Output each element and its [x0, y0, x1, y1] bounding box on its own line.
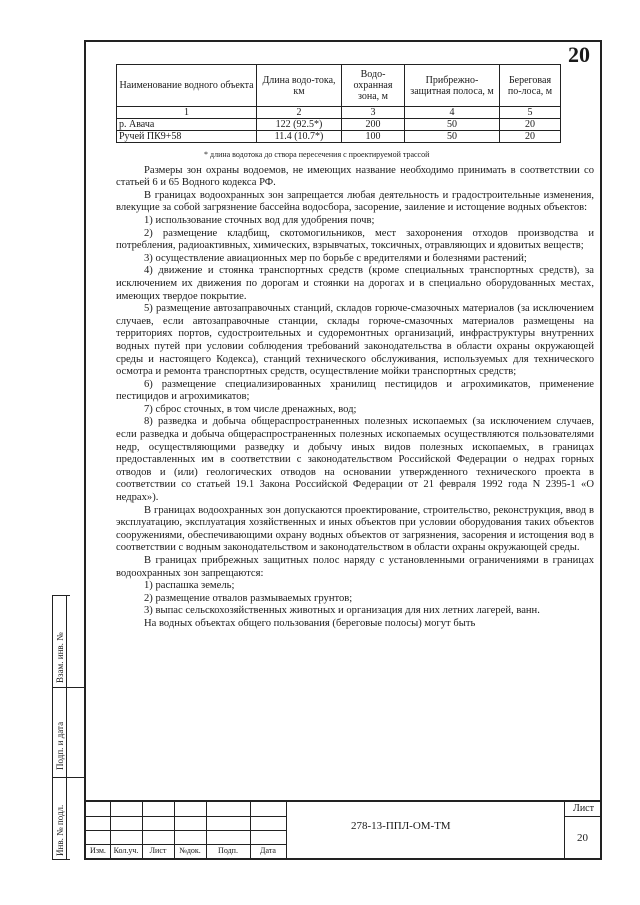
title-block — [86, 800, 602, 858]
table-header-row — [117, 65, 561, 107]
table-header-cell: Береговая по-лоса, м — [500, 65, 561, 107]
stamp-col-label: Лист — [149, 846, 167, 855]
sheet-label: Лист — [573, 803, 594, 814]
sheet-number: 20 — [577, 832, 588, 844]
water-objects-table — [116, 64, 561, 143]
table-index-row — [117, 107, 561, 119]
table-cell: Ручей ПК9+58 — [117, 131, 257, 143]
table-row — [117, 131, 561, 143]
list-item: 1) распашка земель; — [144, 580, 235, 592]
list-item: 3) осуществление авиационных мер по борьбе с вредителями и болезнями растений; — [144, 252, 527, 264]
page-frame — [84, 40, 602, 860]
stamp-col-label: Кол.уч. — [113, 846, 139, 855]
table-cell: 200 — [342, 119, 405, 131]
list-item: 2) размещение кладбищ, скотомогильников, мест захоронения отходов производства и потребления, радиоактивных, химических, взрывчатых, токсичных, отравляющих и ядовитых веществ; — [116, 227, 594, 252]
stamp-col-label: Подп. — [218, 846, 238, 855]
paragraph: В границах водоохранных зон допускаются проектирование, строительство, реконструкция, ввод в эксплуатацию, эксплуатация хозяйственных и иных объектов при условии оборудования таких объектов сооружениями, обеспечивающими охрану водных объектов от загрязнения, засорения и истощения вод в соответствии с водным законодательством и законодательством в области охраны окружающей среды. — [116, 504, 594, 554]
document-body — [116, 64, 594, 631]
table-row — [117, 119, 561, 131]
list-item: 4) движение и стоянка транспортных средств (кроме специальных транспортных средств), за исключением их движения по дорогам и стоянки на дорогах и в специально оборудованных местах, имеющих твердое покрытие. — [116, 265, 594, 302]
table-cell: 20 — [500, 119, 561, 131]
document-code: 278-13-ППЛ-ОМ-ТМ — [351, 820, 451, 832]
table-cell: 3 — [342, 107, 405, 119]
table-cell: 2 — [257, 107, 342, 119]
table-cell: 122 (92.5*) — [257, 119, 342, 131]
list-item: 1) использование сточных вод для удобрения почв; — [144, 214, 375, 226]
table-header-cell: Длина водо-тока, км — [257, 65, 342, 107]
table-cell: 5 — [500, 107, 561, 119]
table-cell: 20 — [500, 131, 561, 143]
table-footnote: * длина водотока до створа пересечения с проектируемой трассой — [204, 150, 430, 159]
stamp-col-label: №док. — [179, 846, 201, 855]
table-cell: 50 — [405, 119, 500, 131]
table-cell: 11.4 (10.7*) — [257, 131, 342, 143]
list-item: 7) сброс сточных, в том числе дренажных, вод; — [144, 403, 357, 415]
table-header-cell: Водо-охранная зона, м — [342, 65, 405, 107]
paragraph: На водных объектах общего пользования (береговые полосы) могут быть — [144, 617, 476, 629]
list-item: 5) размещение автозаправочных станций, складов горюче-смазочных материалов (за исключением случаев, если автозаправочные станции, склады горюче-смазочных материалов размещены на территориях портов, судостроительных и судоремонтных организаций, инфраструктуры внутренних водных путей при условии соблюдения требований законодательства в области охраны окружающей среды и настоящего Кодекса), станций технического обслуживания, используемых для технического осмотра и ремонта транспортных средств, осуществление мойки транспортных средств; — [116, 303, 594, 378]
list-item: 6) размещение специализированных хранилищ пестицидов и агрохимикатов, применение пестицидов и агрохимикатов; — [116, 378, 594, 403]
list-item: 3) выпас сельскохозяйственных животных и организация для них летних лагерей, ванн. — [144, 605, 540, 617]
table-header-cell: Наименование водного объекта — [117, 65, 257, 107]
table-cell: 50 — [405, 131, 500, 143]
side-label-signature: Подп. и дата — [55, 721, 65, 770]
paragraph: Размеры зон охраны водоемов, не имеющих название необходимо принимать в соответствии со статьей 6 и 65 Водного кодекса РФ. — [116, 164, 594, 189]
stamp-col-label: Изм. — [90, 846, 106, 855]
table-cell: 4 — [405, 107, 500, 119]
side-label-replacement: Взам. инв. № — [55, 632, 65, 683]
paragraph: В границах прибрежных защитных полос наряду с установленными ограничениями в границах водоохранных зон запрещаются: — [116, 555, 594, 579]
side-label-inventory: Инв. № подл. — [55, 804, 65, 856]
page-number: 20 — [568, 42, 590, 67]
list-item: 2) размещение отвалов размываемых грунтов; — [144, 592, 353, 604]
table-header-cell: Прибрежно-защитная полоса, м — [405, 65, 500, 107]
list-item: 8) разведка и добыча общераспространенных полезных ископаемых (за исключением случаев, если разведка и добыча общераспространенных полезных ископаемых осуществляются пользователями недр, осуществляющими разведку и добычу иных видов полезных ископаемых, в границах предоставленных им в соответствии с законодательством Российской Федерации о недрах горных отводов и (или) геологических отводов на основании утвержденного технического проекта в соответствии со статьей 19.1 Закона Российской Федерации от 21 февраля 1992 года N 2395-1 «О недрах»). — [116, 416, 594, 504]
table-cell: р. Авача — [117, 119, 257, 131]
table-cell: 100 — [342, 131, 405, 143]
table-cell: 1 — [117, 107, 257, 119]
stamp-col-label: Дата — [260, 846, 276, 855]
paragraph: В границах водоохранных зон запрещается любая деятельность и градостроительные изменения, влекущие за собой загрязнение бассейна водосбора, засорение, заиление и истощение водных объектов: — [116, 189, 594, 214]
